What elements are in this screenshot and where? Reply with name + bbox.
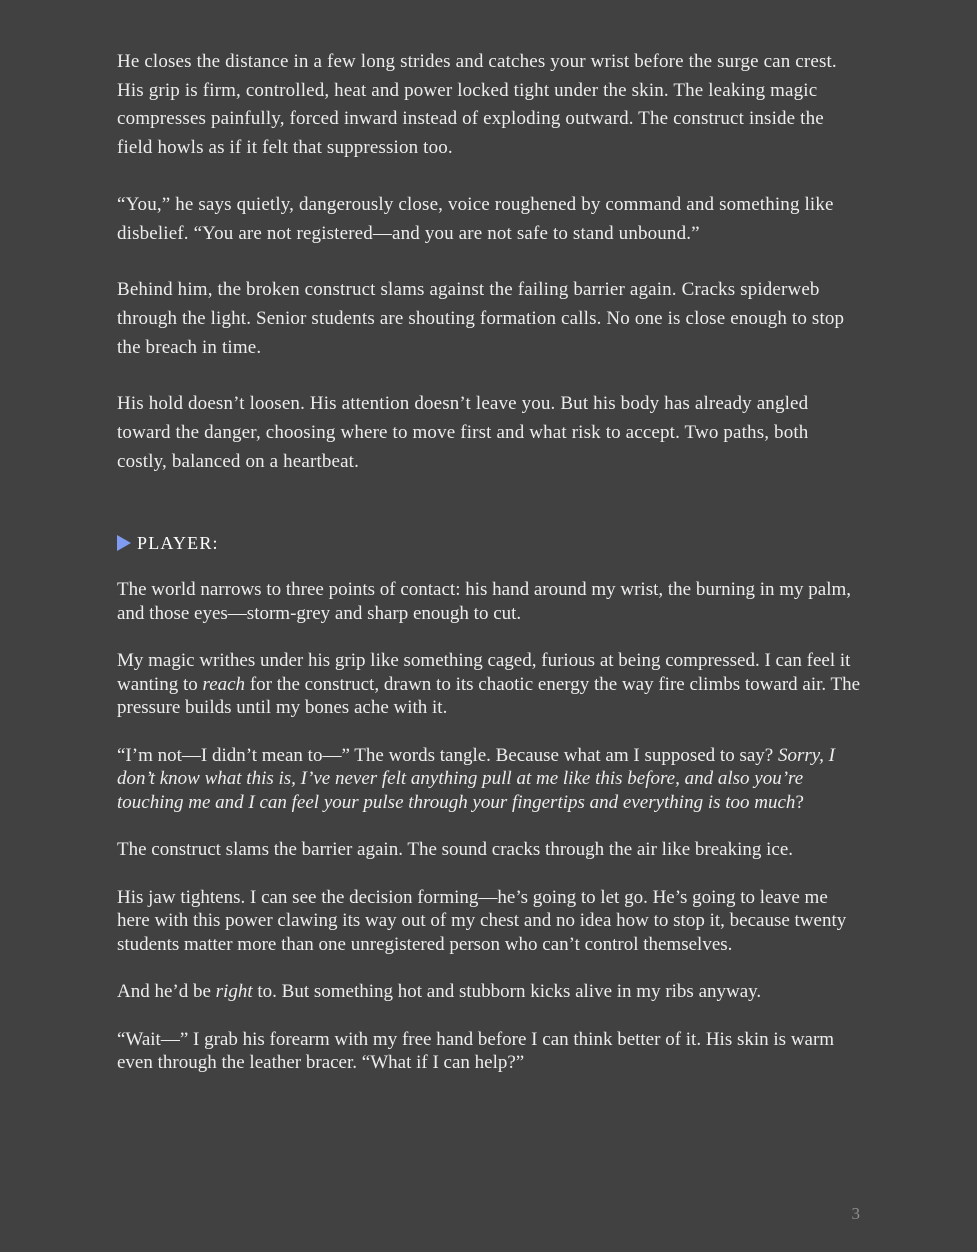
text-run: The world narrows to three points of contact: his hand around my wrist, the burning in my palm, and those eyes—storm-grey and sharp enough to cut. bbox=[117, 579, 851, 624]
text-run: His hold doesn’t loosen. His attention doesn’t leave you. But his body has already angled toward the danger, choosing where to move first and what risk to accept. Two paths, both costly, balanced on a heartbeat. bbox=[117, 393, 809, 472]
player-paragraph bbox=[117, 980, 862, 1004]
text-run: He closes the distance in a few long strides and catches your wrist before the surge can crest. His grip is firm, controlled, heat and power locked tight under the skin. The leaking magic compresses painfully, forced inward instead of exploding outward. The construct inside the field howls as if it felt that suppression too. bbox=[117, 51, 837, 159]
emphasis-text: Sorry, I don’t know what this is, I’ve never felt anything pull at me like this before, and also you’re touching me and I can feel your pulse through your fingertips and everything is too much bbox=[117, 744, 835, 813]
player-section bbox=[117, 578, 862, 1075]
narration-paragraph bbox=[117, 276, 862, 362]
text-run: to. But something hot and stubborn kicks alive in my ribs anyway. bbox=[252, 981, 762, 1003]
text-run: My magic writhes under his grip like something caged, furious at being compressed. I can feel it wanting to bbox=[117, 650, 851, 695]
player-paragraph bbox=[117, 744, 862, 815]
text-run: His jaw tightens. I can see the decision forming—he’s going to let go. He’s going to leave me here with this power clawing its way out of my chest and no idea how to stop it, because twenty students matter more than one unregistered person who can’t control themselves. bbox=[117, 886, 847, 955]
emphasis-text: right bbox=[215, 981, 253, 1003]
text-run: And he’d be bbox=[117, 981, 216, 1003]
player-heading bbox=[117, 530, 862, 556]
player-paragraph bbox=[117, 1028, 862, 1075]
text-run: The construct slams the barrier again. The sound cracks through the air like breaking ice. bbox=[117, 839, 794, 861]
text-run: “Wait—” I grab his forearm with my free hand before I can think better of it. His skin is warm even through the leather bracer. “What if I can help?” bbox=[117, 1028, 835, 1074]
page-number: 3 bbox=[851, 1204, 860, 1223]
emphasis-text: reach bbox=[202, 673, 246, 695]
text-run: ? bbox=[795, 791, 804, 813]
player-paragraph bbox=[117, 838, 862, 862]
player-paragraph bbox=[117, 886, 862, 957]
narration-paragraph bbox=[117, 48, 862, 163]
narration-paragraph bbox=[117, 191, 862, 248]
narration-section bbox=[117, 48, 862, 476]
player-paragraph bbox=[117, 578, 862, 625]
narration-paragraph bbox=[117, 390, 862, 476]
text-run: Behind him, the broken construct slams against the failing barrier again. Cracks spiderweb through the light. Senior students are shouting formation calls. No one is close enough to stop the breach in time. bbox=[117, 279, 845, 358]
text-run: “I’m not—I didn’t mean to—” The words tangle. Because what am I supposed to say? bbox=[117, 744, 778, 766]
text-run: for the construct, drawn to its chaotic energy the way fire climbs toward air. The pressure builds until my bones ache with it. bbox=[117, 673, 861, 719]
story-page bbox=[117, 48, 862, 1099]
text-run: “You,” he says quietly, dangerously close, voice roughened by command and something like disbelief. “You are not registered—and you are not safe to stand unbound.” bbox=[117, 193, 834, 244]
play-triangle-icon bbox=[117, 535, 131, 551]
player-label: PLAYER: bbox=[137, 532, 219, 553]
player-paragraph bbox=[117, 649, 862, 720]
